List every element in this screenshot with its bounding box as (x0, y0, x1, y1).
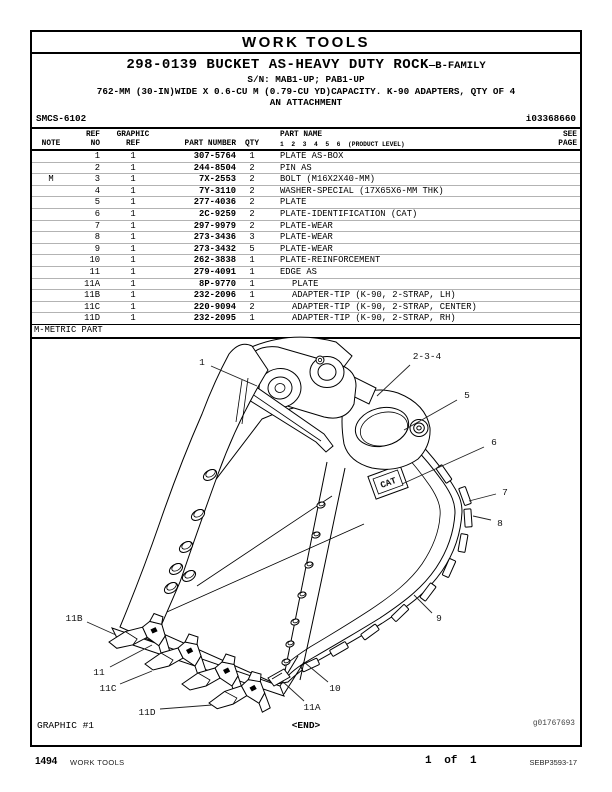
cell-part-number: 297-9979 (193, 220, 236, 231)
cell-part-name: PLATE-REINFORCEMENT (280, 255, 381, 266)
footer-page-number: 1494 (35, 756, 58, 767)
cell-ref-no: 9 (94, 243, 100, 254)
cell-see-page (536, 244, 580, 255)
cell-qty: 2 (249, 162, 255, 173)
serial-line: S/N: MAB1-UP; PAB1-UP (247, 74, 365, 85)
cell-part-name: EDGE AS (280, 266, 317, 277)
cell-qty: 2 (249, 185, 255, 196)
cell-ref-no: 2 (94, 162, 100, 173)
cell-see-page (536, 290, 580, 301)
cell-ref-no: 11C (84, 301, 100, 312)
callout-label: 5 (464, 390, 470, 401)
cell-see-page (536, 313, 580, 324)
bucket-diagram (32, 324, 580, 745)
callout-leader (473, 516, 491, 520)
part-title-line (32, 56, 580, 74)
table-row (32, 208, 580, 220)
cell-qty: 5 (249, 243, 255, 254)
callout-label: 10 (329, 683, 341, 694)
cell-note (32, 151, 70, 162)
cell-note (32, 279, 70, 290)
cell-see-page (536, 279, 580, 290)
graphic-label: GRAPHIC #1 (37, 720, 95, 731)
parts-table (32, 127, 580, 339)
cell-qty: 2 (249, 174, 255, 185)
cell-part-number: 232-2096 (193, 290, 236, 301)
table-row (32, 278, 580, 290)
cell-note (32, 302, 70, 313)
graphic-id: g01767693 (532, 720, 575, 728)
cell-part-name: ADAPTER-TIP (K-90, 2-STRAP, RH) (292, 313, 456, 324)
cell-part-name: ADAPTER-TIP (K-90, 2-STRAP, LH) (292, 290, 456, 301)
cell-graphic-ref: 1 (130, 290, 136, 301)
smcs-code: SMCS-6102 (36, 112, 87, 124)
banner-title: WORK TOOLS (241, 33, 371, 51)
cell-ref-no: 10 (89, 255, 100, 266)
cell-ref-no: 11B (84, 290, 100, 301)
cell-part-name: PLATE-IDENTIFICATION (CAT) (280, 208, 418, 219)
cell-ref-no: 3 (94, 174, 100, 185)
cell-ref-no: 11 (89, 266, 100, 277)
description-line: 762-MM (30-IN)WIDE X 0.6-CU M (0.79-CU YD)CAPACITY. K-90 ADAPTERS, QTY OF 4 (96, 85, 516, 97)
end-marker: <END> (291, 720, 321, 731)
cell-part-name: WASHER-SPECIAL (17X65X6-MM THK) (280, 185, 444, 196)
table-row (32, 243, 580, 255)
table-row (32, 312, 580, 324)
callout-label: 11C (99, 683, 117, 694)
cell-part-number: 7Y-3110 (199, 185, 236, 196)
cell-part-number: 7X-2553 (199, 174, 236, 185)
footer-section: WORK TOOLS (70, 758, 125, 767)
banner (32, 32, 580, 54)
cell-graphic-ref: 1 (130, 232, 136, 243)
table-row (32, 151, 580, 162)
table-row (32, 185, 580, 197)
cell-see-page (536, 186, 580, 197)
cell-qty: 1 (249, 290, 255, 301)
page-footer (30, 756, 582, 770)
part-title: 298-0139 BUCKET AS-HEAVY DUTY ROCK (126, 57, 429, 73)
cell-qty: 2 (249, 220, 255, 231)
cell-qty: 1 (249, 255, 255, 266)
cell-see-page (536, 232, 580, 243)
cell-ref-no: 11D (84, 313, 100, 324)
cell-qty: 1 (249, 313, 255, 324)
cell-note (32, 163, 70, 174)
cell-part-number: 2C-9259 (199, 208, 236, 219)
cell-qty: 2 (249, 197, 255, 208)
page-border (30, 30, 582, 747)
parts-table-header (32, 127, 580, 151)
family-suffix: —B-FAMILY (428, 60, 486, 72)
cell-note (32, 313, 70, 324)
callout-label: 2-3-4 (412, 351, 442, 362)
cell-part-number: 232-2095 (193, 313, 236, 324)
attachment-line: AN ATTACHMENT (269, 97, 343, 108)
callout-leader (120, 671, 152, 684)
table-row (32, 301, 580, 313)
cell-graphic-ref: 1 (130, 301, 136, 312)
cell-see-page (536, 221, 580, 232)
cell-see-page (536, 151, 580, 162)
cell-qty: 1 (249, 278, 255, 289)
table-row (32, 196, 580, 208)
cell-part-name: PIN AS (280, 162, 312, 173)
callout-label: 6 (491, 437, 497, 448)
callout-label: 7 (502, 487, 508, 498)
cell-ref-no: 5 (94, 197, 100, 208)
cell-qty: 3 (249, 232, 255, 243)
callout-leader (87, 622, 116, 635)
header-see-1: SEE (562, 131, 577, 139)
metric-footnote: M-METRIC PART (32, 324, 580, 339)
cell-note (32, 255, 70, 266)
cell-part-name: PLATE AS-BOX (280, 151, 344, 161)
header-graphic-1: GRAPHIC (116, 131, 150, 139)
cell-see-page (536, 267, 580, 278)
cell-part-name: PLATE (292, 278, 319, 289)
cell-part-number: 262-3838 (193, 255, 236, 266)
table-row (32, 254, 580, 266)
cell-ref-no: 1 (94, 151, 100, 161)
header-qty: QTY (244, 140, 260, 148)
cell-ref-no: 4 (94, 185, 100, 196)
cell-note (32, 244, 70, 255)
cell-graphic-ref: 1 (130, 255, 136, 266)
header-see-2: PAGE (558, 140, 577, 148)
cell-part-number: 8P-9770 (199, 278, 236, 289)
footer-doc-number: SEBP3593-17 (529, 758, 577, 767)
cell-part-name: PLATE-WEAR (280, 220, 333, 231)
cell-graphic-ref: 1 (130, 220, 136, 231)
cell-note (32, 221, 70, 232)
table-row (32, 289, 580, 301)
cell-part-number: 307-5764 (193, 151, 236, 161)
cell-see-page (536, 255, 580, 266)
cell-part-name: PLATE-WEAR (280, 243, 333, 254)
cell-graphic-ref: 1 (130, 185, 136, 196)
footer-page-count: 1 of 1 (425, 755, 477, 767)
header-part-number: PART NUMBER (184, 140, 236, 148)
cell-part-number: 273-3436 (193, 232, 236, 243)
cell-ref-no: 6 (94, 208, 100, 219)
cell-note: M (48, 174, 54, 185)
cell-qty: 1 (249, 151, 255, 161)
cell-part-name: PLATE-WEAR (280, 232, 333, 243)
cell-graphic-ref: 1 (130, 197, 136, 208)
cell-graphic-ref: 1 (130, 243, 136, 254)
callout-label: 11B (65, 613, 83, 624)
cell-graphic-ref: 1 (130, 278, 136, 289)
callout-label: 9 (436, 613, 442, 624)
table-row (32, 173, 580, 185)
cell-part-name: BOLT (M16X2X40-MM) (280, 174, 376, 185)
cell-graphic-ref: 1 (130, 313, 136, 324)
callout-label: 1 (199, 357, 205, 368)
cell-part-name: PLATE (280, 197, 307, 208)
callout-label: 11D (138, 707, 156, 718)
cell-qty: 2 (249, 301, 255, 312)
cell-graphic-ref: 1 (130, 162, 136, 173)
smcs-row (32, 113, 580, 124)
callout-label: 11A (303, 702, 321, 713)
header-ref-2: NO (90, 140, 100, 148)
cell-see-page (536, 209, 580, 220)
cell-graphic-ref: 1 (130, 151, 136, 161)
cell-see-page (536, 174, 580, 185)
cell-part-number: 220-9094 (193, 301, 236, 312)
cell-part-number: 244-8504 (193, 162, 236, 173)
cell-graphic-ref: 1 (130, 174, 136, 185)
cell-note (32, 232, 70, 243)
cell-graphic-ref: 1 (130, 266, 136, 277)
cat-logo-text: CAT (379, 475, 398, 491)
cell-see-page (536, 197, 580, 208)
cell-ref-no: 11A (84, 278, 100, 289)
cell-qty: 1 (249, 266, 255, 277)
header-graphic-2: REF (125, 140, 141, 148)
table-row (32, 220, 580, 232)
header-product-level: 1 2 3 4 5 6 (PRODUCT LEVEL) (280, 141, 405, 148)
cell-note (32, 209, 70, 220)
table-row (32, 231, 580, 243)
header-note: NOTE (41, 140, 61, 148)
table-row (32, 266, 580, 278)
cell-note (32, 267, 70, 278)
cell-part-number: 277-4036 (193, 197, 236, 208)
cell-see-page (536, 163, 580, 174)
parts-table-body (32, 151, 580, 324)
cell-graphic-ref: 1 (130, 208, 136, 219)
callout-label: 8 (497, 518, 503, 529)
title-block (32, 56, 580, 124)
cell-part-number: 279-4091 (193, 266, 236, 277)
table-row (32, 162, 580, 174)
cell-part-number: 273-3432 (193, 243, 236, 254)
cell-see-page (536, 302, 580, 313)
media-number: i03368660 (525, 112, 576, 124)
callout-label: 11 (93, 667, 105, 678)
header-ref-1: REF (85, 131, 100, 139)
cell-part-name: ADAPTER-TIP (K-90, 2-STRAP, CENTER) (292, 301, 477, 312)
cell-note (32, 197, 70, 208)
cell-ref-no: 7 (94, 220, 100, 231)
callout-leader (160, 705, 212, 709)
cell-note (32, 290, 70, 301)
cell-note (32, 186, 70, 197)
cell-qty: 2 (249, 208, 255, 219)
cell-ref-no: 8 (94, 232, 100, 243)
header-part-name: PART NAME (280, 131, 323, 139)
callout-leader (469, 494, 496, 501)
